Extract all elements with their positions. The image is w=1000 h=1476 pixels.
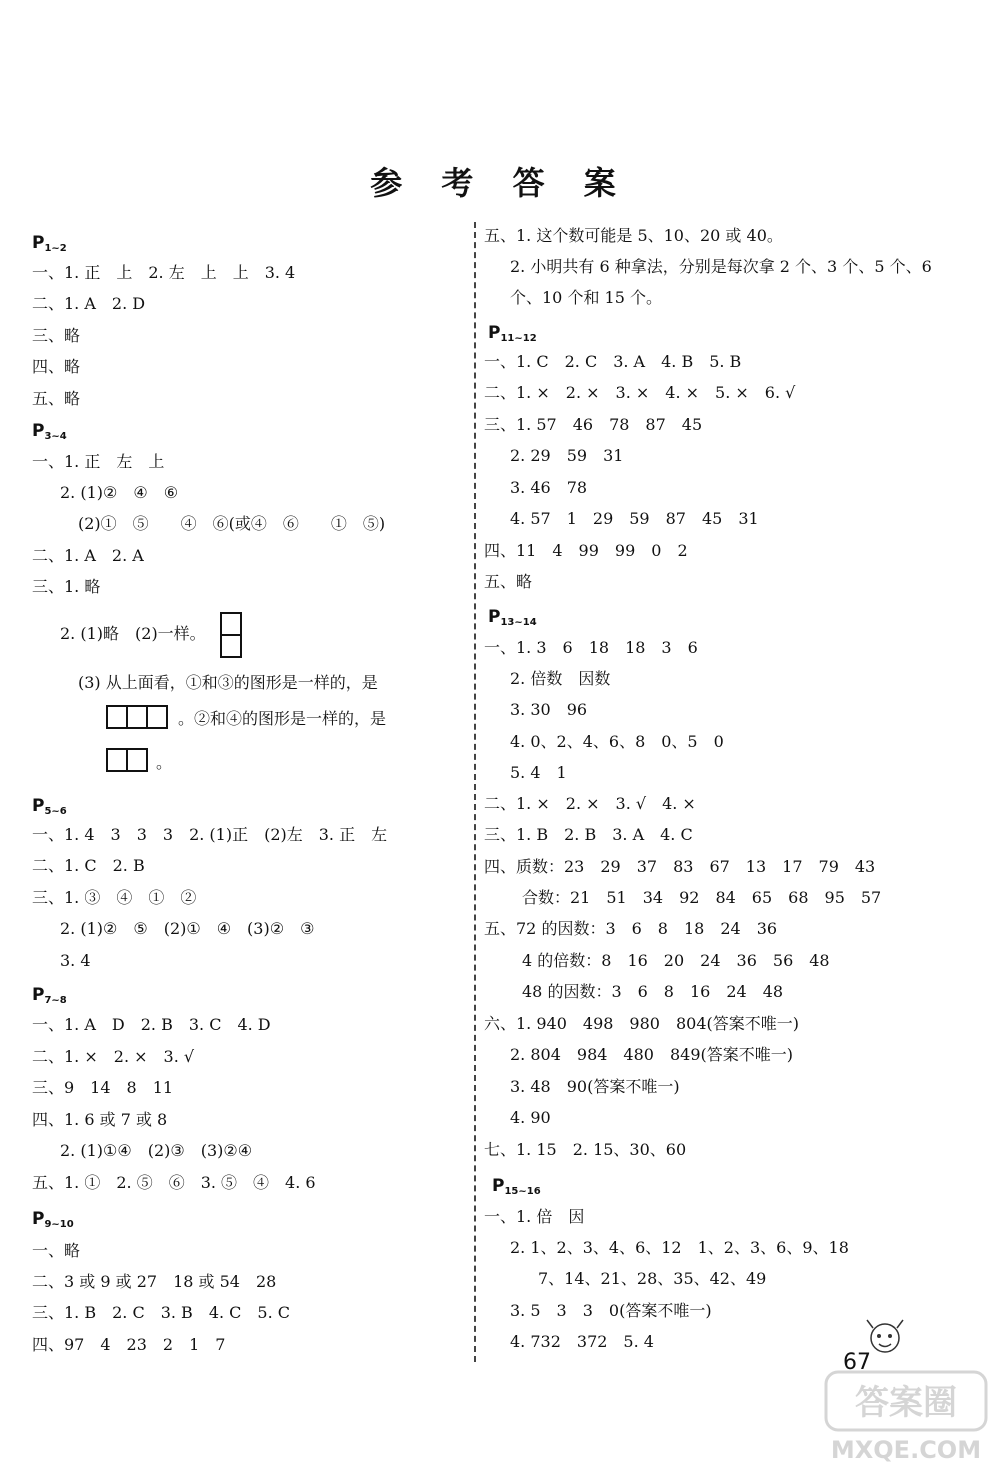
answer-line: 48 的因数：3 6 8 16 24 48 [522,982,784,1001]
answer-line: 2. (1)② ⑤ (2)① ④ (3)② ③ [60,919,315,938]
answer-line: 六、1. 940 498 980 804(答案不唯一) [484,1014,799,1033]
answer-line: 三、9 14 8 11 [32,1078,174,1097]
answer-line: 2. (1)①④ (2)③ (3)②④ [60,1141,253,1160]
answer-line: 一、1. 正 左 上 [32,452,165,471]
answer-line: 一、1. 正 上 2. 左 上 上 3. 4 [32,263,296,282]
answer-line: 3. 5 3 3 0(答案不唯一) [510,1301,712,1320]
answer-line: 四、略 [32,357,81,376]
answer-line: 三、1. 57 46 78 87 45 [484,415,703,434]
shape-two-squares [106,748,148,772]
answer-line: 四、11 4 99 99 0 2 [484,541,688,560]
answer-line: 五、略 [484,572,533,591]
answer-line: 3. 30 96 [510,700,588,719]
answer-line: 。②和④的图形是一样的，是 [178,709,387,728]
answer-line: 3. 46 78 [510,478,588,497]
answer-line: 2. 倍数 因数 [510,669,611,688]
answer-line: 4. 90 [510,1108,551,1127]
answer-line: 4. 0、2、4、6、8 0、5 0 [510,732,724,751]
svg-text:MXQE.COM: MXQE.COM [830,1436,982,1464]
shape-three-squares [106,705,168,729]
answer-line: 三、1. 略 [32,577,101,596]
answer-line: 7、14、21、28、35、42、49 [538,1269,767,1288]
section-heading-p13: $P_{13\sim 14}$ [488,607,537,628]
answer-line: (2)① ⑤ ④ ⑥(或④ ⑥ ① ⑤) [78,514,386,533]
answer-line: 二、1. A 2. A [32,546,144,565]
answer-line: 4. 57 1 29 59 87 45 31 [510,509,759,528]
answer-line: 5. 4 1 [510,763,567,782]
answer-line: 2. (1)② ④ ⑥ [60,483,179,502]
answer-line: 三、略 [32,326,81,345]
answer-line: 二、1. × 2. × 3. √ [32,1047,195,1066]
watermark-logo [822,1368,992,1468]
answer-line: 2. 804 984 480 849(答案不唯一) [510,1045,793,1064]
answer-line: 一、1. 倍 因 [484,1207,585,1226]
answer-line: 七、1. 15 2. 15、30、60 [484,1140,687,1159]
answer-line: 三、1. B 2. C 3. B 4. C 5. C [32,1303,291,1322]
answer-line: 3. 48 90(答案不唯一) [510,1077,680,1096]
answer-line: 五、1. 这个数可能是 5、10、20 或 40。 [484,226,783,245]
answer-line: 2. (1)略 (2)一样。 [60,624,206,643]
answer-line: 一、1. C 2. C 3. A 4. B 5. B [484,352,742,371]
page-title: 参 考 答 案 [370,164,630,202]
answer-line: 二、1. × 2. × 3. × 4. × 5. × 6. √ [484,383,796,402]
answer-line: 一、1. 3 6 18 18 3 6 [484,638,698,657]
answer-line: 二、1. A 2. D [32,294,146,313]
answer-line: (3) 从上面看，①和③的图形是一样的，是 [78,673,378,692]
answer-line: 四、1. 6 或 7 或 8 [32,1110,168,1129]
section-heading-p15: $P_{15\sim 16}$ [492,1176,541,1197]
section-heading-p7: $P_{7\sim 8}$ [32,985,67,1006]
answer-line: 二、3 或 9 或 27 18 或 54 28 [32,1272,277,1291]
answer-line: 一、1. 4 3 3 3 2. (1)正 (2)左 3. 正 左 [32,825,388,844]
answer-line: 三、1. ③ ④ ① ② [32,888,197,907]
section-heading-p3: $P_{3\sim 4}$ [32,421,67,442]
answer-line: 三、1. B 2. B 3. A 4. C [484,825,693,844]
answer-line: 五、72 的因数：3 6 8 18 24 36 [484,919,778,938]
svg-text:答案圈: 答案圈 [855,1383,957,1423]
section-heading-p1: $P_{1\sim 2}$ [32,233,67,254]
section-heading-p5: $P_{5\sim 6}$ [32,796,67,817]
answer-line: 2. 小明共有 6 种拿法，分别是每次拿 2 个、3 个、5 个、6 [510,257,932,276]
page-number: 67 [843,1350,871,1375]
answer-line: 四、质数：23 29 37 83 67 13 17 79 43 [484,857,876,876]
answer-line: 五、1. ① 2. ⑤ ⑥ 3. ⑤ ④ 4. 6 [32,1173,316,1192]
answer-line: 2. 1、2、3、4、6、12 1、2、3、6、9、18 [510,1238,849,1257]
answer-line: 。 [156,753,173,772]
answer-line: 四、97 4 23 2 1 7 [32,1335,226,1354]
answer-line: 4 的倍数：8 16 20 24 36 56 48 [522,951,830,970]
column-divider [474,222,476,1362]
section-heading-p11: $P_{11\sim 12}$ [488,323,537,344]
answer-line: 二、1. C 2. B [32,856,145,875]
answer-line: 一、略 [32,1241,81,1260]
answer-line: 合数：21 51 34 92 84 65 68 95 57 [522,888,882,907]
shape-two-squares-vertical [220,612,242,658]
answer-line: 2. 29 59 31 [510,446,624,465]
answer-line: 二、1. × 2. × 3. √ 4. × [484,794,696,813]
answer-line: 4. 732 372 5. 4 [510,1332,654,1351]
answer-line: 五、略 [32,389,81,408]
answer-line: 个、10 个和 15 个。 [510,288,662,307]
answer-line: 一、1. A D 2. B 3. C 4. D [32,1015,271,1034]
answer-line: 3. 4 [60,951,91,970]
section-heading-p9: $P_{9\sim 10}$ [32,1209,74,1230]
